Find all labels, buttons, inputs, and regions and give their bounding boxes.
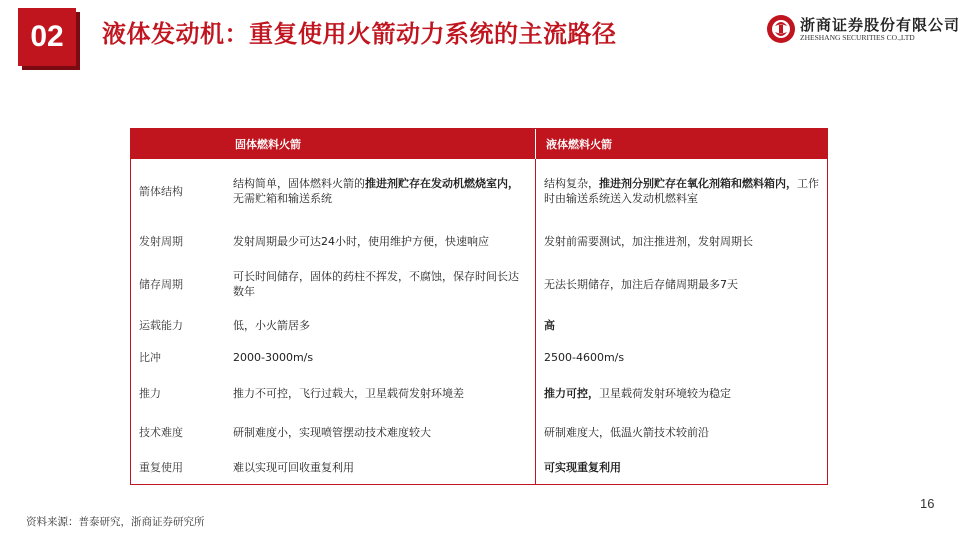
table-header-row (131, 129, 827, 159)
comparison-table (130, 128, 828, 485)
table-row (131, 159, 827, 223)
row-label: 比冲 (139, 351, 161, 365)
liquid-cell: 无法长期储存，加注后存储周期最多7天 (536, 259, 828, 309)
liquid-cell: 高 (536, 309, 828, 341)
table-row (131, 414, 827, 452)
row-label: 推力 (139, 387, 161, 401)
table-row (131, 342, 827, 374)
liquid-cell: 可实现重复利用 (536, 452, 828, 484)
zheshang-logo-icon (766, 14, 796, 44)
solid-cell: 难以实现可回收重复利用 (233, 461, 354, 475)
row-label: 技术难度 (139, 426, 183, 440)
row-label: 运载能力 (139, 318, 183, 332)
page-title: 液体发动机：重复使用火箭动力系统的主流路径 (102, 20, 617, 48)
liquid-cell: 研制难度大，低温火箭技术较前沿 (536, 414, 828, 452)
table-row (131, 374, 827, 414)
table-row (131, 223, 827, 259)
liquid-cell: 2500-4600m/s (536, 342, 828, 374)
row-label: 箭体结构 (139, 184, 183, 198)
liquid-cell: 推力可控，卫星载荷发射环境较为稳定 (536, 374, 828, 414)
table-row (131, 259, 827, 309)
liquid-cell: 结构复杂，推进剂分别贮存在氧化剂箱和燃料箱内，工作时由输送系统送入发动机燃料室 (536, 159, 828, 223)
solid-cell: 推力不可控，飞行过载大，卫星载荷发射环境差 (233, 387, 464, 401)
company-name-en: ZHESHANG SECURITIES CO.,LTD (800, 33, 915, 42)
page-number: 16 (920, 496, 935, 511)
table-header-blank (131, 129, 225, 159)
solid-cell: 低，小火箭居多 (233, 318, 310, 332)
solid-cell: 研制难度小，实现喷管摆动技术难度较大 (233, 426, 431, 440)
solid-cell: 可长时间储存，固体的药柱不挥发，不腐蚀，保存时间长达数年 (233, 270, 519, 299)
table-row (131, 309, 827, 341)
table-header-solid: 固体燃料火箭 (225, 129, 536, 159)
liquid-cell: 发射前需要测试，加注推进剂，发射周期长 (536, 223, 828, 259)
solid-cell: 2000-3000m/s (233, 351, 314, 365)
solid-cell: 发射周期最少可达24小时，使用维护方便，快速响应 (233, 234, 489, 248)
row-label: 发射周期 (139, 234, 183, 248)
section-number-badge: 02 (18, 8, 76, 66)
row-label: 重复使用 (139, 461, 183, 475)
table-header-liquid: 液体燃料火箭 (536, 129, 828, 159)
solid-cell: 结构简单，固体燃料火箭的推进剂贮存在发动机燃烧室内，无需贮箱和输送系统 (233, 177, 519, 206)
row-label: 储存周期 (139, 277, 183, 291)
company-name-cn: 浙商证券股份有限公司 (800, 16, 960, 34)
source-note: 资料来源：普泰研究，浙商证券研究所 (26, 516, 205, 528)
company-logo (766, 14, 960, 50)
table-row (131, 452, 827, 484)
